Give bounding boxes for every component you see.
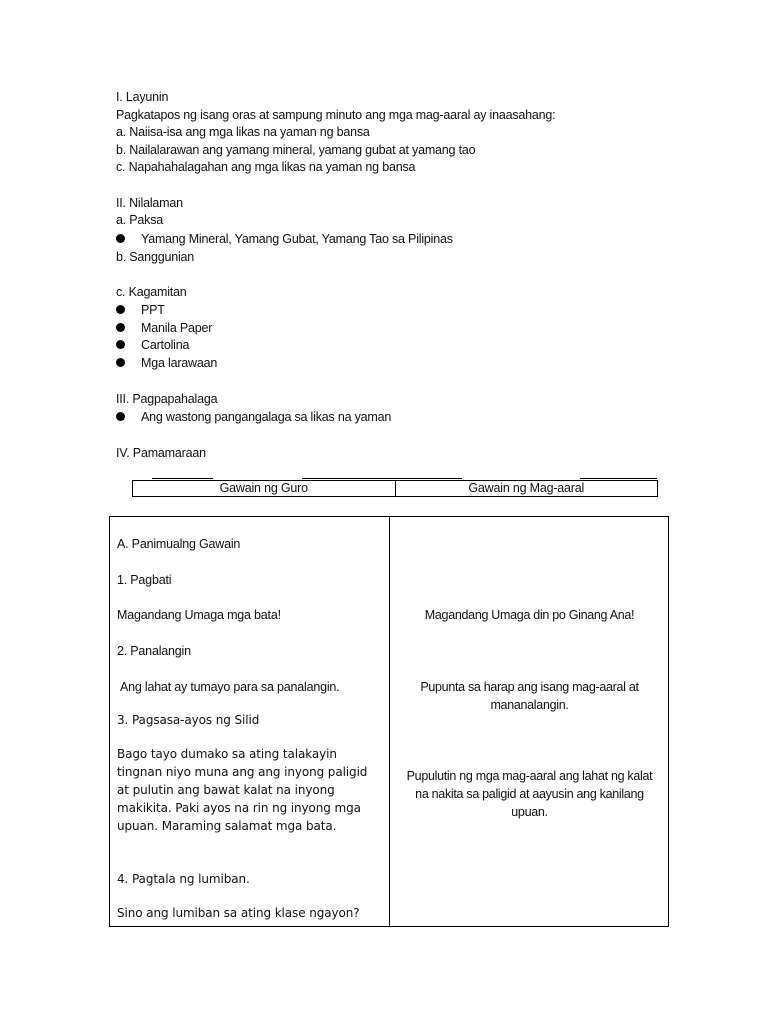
- column-divider: [389, 517, 390, 926]
- nilalaman-heading: II. Nilalaman: [116, 196, 183, 210]
- kagamitan-item: Cartolina: [116, 336, 189, 354]
- rule-line: [302, 478, 462, 479]
- layunin-item-c: c. Napahahalagahan ang mga likas na yaman ng bansa: [116, 160, 416, 174]
- silid-response-3: upuan.: [511, 805, 548, 819]
- bullet-icon: [116, 305, 125, 314]
- pamamaraan-header-table: [132, 480, 658, 497]
- activity-table: [109, 516, 669, 927]
- pagbati-text: Magandang Umaga mga bata!: [117, 608, 281, 622]
- sanggunian-label: b. Sanggunian: [116, 250, 195, 264]
- silid-line: at pulutin ang bawat kalat na inyong: [117, 783, 335, 797]
- silid-line: upuan. Maraming salamat mga bata.: [117, 819, 337, 833]
- rule-line: [580, 478, 657, 479]
- panalangin-response-2: mananalangin.: [490, 698, 569, 712]
- col-header-magaaral: Gawain ng Mag-aaral: [395, 481, 658, 496]
- layunin-intro: Pagkatapos ng isang oras at sampung minuto ang mga mag-aaral ay inaasahang:: [116, 108, 556, 122]
- silid-line: Bago tayo dumako sa ating talakayin: [117, 747, 337, 761]
- layunin-item-b: b. Nailalarawan ang yamang mineral, yamang gubat at yamang tao: [116, 143, 476, 157]
- silid-line: makikita. Paki ayos na rin ng inyong mga: [117, 801, 361, 815]
- panalangin-response-1: Pupunta sa harap ang isang mag-aaral at: [420, 680, 639, 694]
- panalangin-text: Ang lahat ay tumayo para sa panalangin.: [120, 680, 340, 694]
- pagbati-response: Magandang Umaga din po Ginang Ana!: [424, 608, 635, 622]
- pagpapahalaga-heading: III. Pagpapahalaga: [116, 392, 218, 406]
- col-header-guro: Gawain ng Guro: [219, 481, 308, 495]
- lumiban-text: Sino ang lumiban sa ating klase ngayon?: [117, 906, 360, 920]
- layunin-item-a: a. Naiisa-isa ang mga likas na yaman ng bansa: [116, 125, 370, 139]
- kagamitan-item: Mga larawaan: [116, 354, 217, 372]
- bullet-icon: [116, 412, 125, 421]
- bullet-icon: [116, 234, 125, 243]
- kagamitan-item: Manila Paper: [116, 319, 212, 337]
- pagbati-label: 1. Pagbati: [117, 573, 172, 587]
- kagamitan-item: PPT: [116, 301, 165, 319]
- paksa-label: a. Paksa: [116, 213, 164, 227]
- rule-line: [152, 478, 213, 479]
- bullet-icon: [116, 358, 125, 367]
- silid-response-2: na nakita sa paligid at aayusin ang kanilang: [415, 787, 644, 801]
- pagpapahalaga-item: Ang wastong pangangalaga sa likas na yaman: [116, 408, 391, 426]
- silid-response-1: Pupulutin ng mga mag-aaral ang lahat ng kalat: [406, 769, 653, 783]
- layunin-heading: I. Layunin: [116, 90, 169, 104]
- bullet-icon: [116, 340, 125, 349]
- silid-line: tingnan niyo muna ang ang inyong paligid: [117, 765, 368, 779]
- bullet-icon: [116, 323, 125, 332]
- kagamitan-label: c. Kagamitan: [116, 285, 187, 299]
- lumiban-label: 4. Pagtala ng lumiban.: [117, 872, 250, 886]
- pamamaraan-heading: IV. Pamamaraan: [116, 446, 206, 460]
- paksa-item: Yamang Mineral, Yamang Gubat, Yamang Tao sa Pilipinas: [116, 230, 453, 248]
- silid-label: 3. Pagsasa-ayos ng Silid: [117, 713, 260, 727]
- section-panimula: A. Panimualng Gawain: [117, 537, 241, 551]
- panalangin-label: 2. Panalangin: [117, 644, 191, 658]
